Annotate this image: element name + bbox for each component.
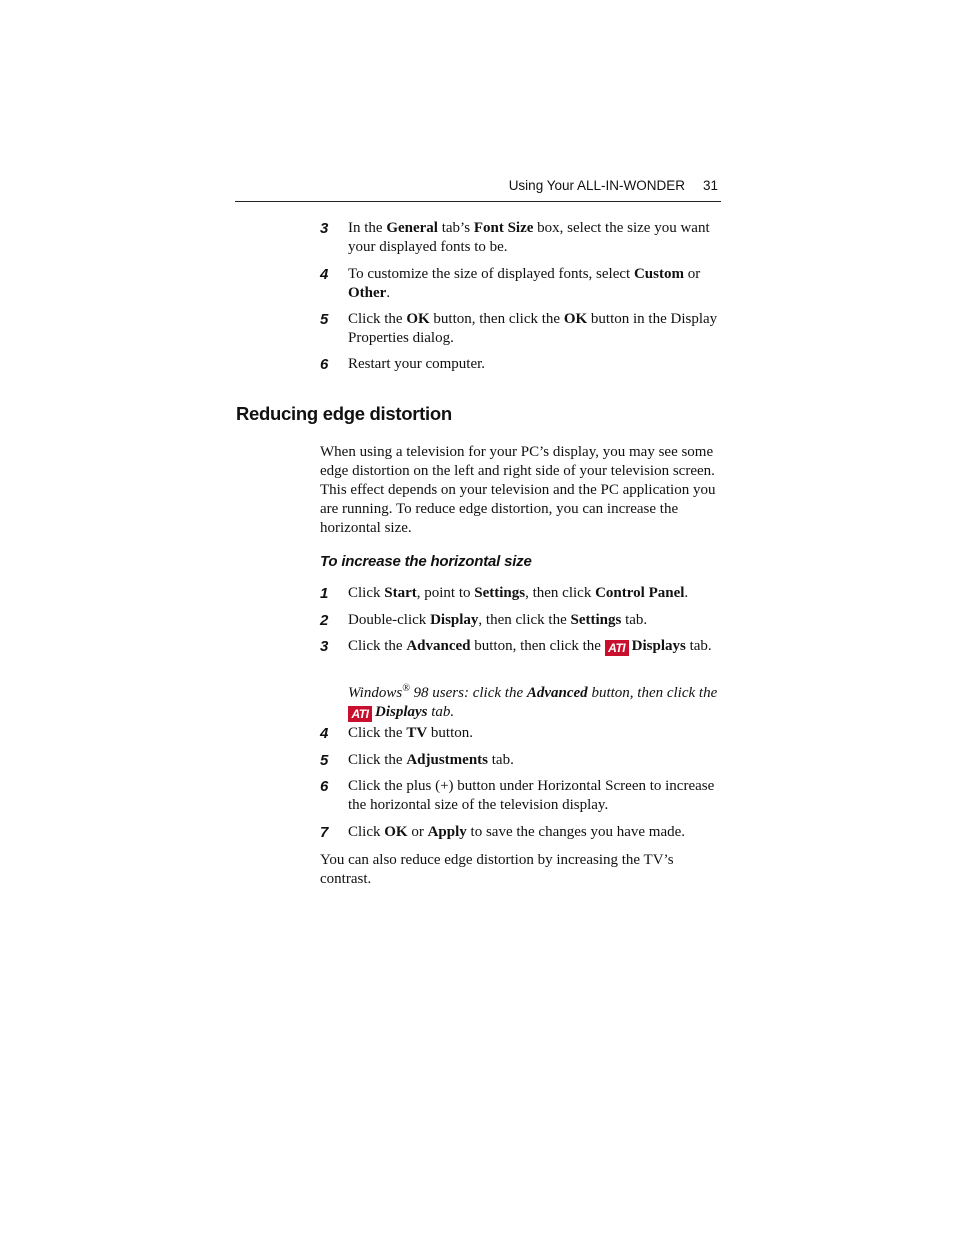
intro-paragraph: When using a television for your PC’s display, you may see some edge distortion on the left and right side of your television screen. This effect depends on your television and the PC application you are running. To reduce edge distortion, you can increase the horizontal size. bbox=[320, 444, 716, 536]
list-item bbox=[320, 265, 720, 303]
step-number: 4 bbox=[320, 266, 329, 283]
page-number: 31 bbox=[702, 178, 718, 193]
step-text: Click Start, point to Settings, then click Control Panel. bbox=[348, 585, 689, 601]
step-number: 6 bbox=[320, 356, 329, 373]
ati-logo-icon: ATI bbox=[348, 706, 372, 722]
step-text: Double-click Display, then click the Settings tab. bbox=[348, 612, 648, 628]
windows-98-note: Windows® 98 users: click the Advanced button, then click the ATI Displays tab. bbox=[348, 683, 718, 721]
step-number: 2 bbox=[320, 612, 329, 629]
step-text: Click the TV button. bbox=[348, 725, 474, 741]
list-item bbox=[320, 751, 720, 770]
step-number: 1 bbox=[320, 585, 329, 602]
page-header bbox=[235, 177, 721, 202]
step-text: In the General tab’s Font Size box, select the size you want your displayed fonts to be. bbox=[348, 220, 710, 255]
section-title: Reducing edge distortion bbox=[236, 403, 452, 424]
step-number: 3 bbox=[320, 220, 329, 237]
step-number: 4 bbox=[320, 725, 329, 742]
list-item bbox=[320, 777, 720, 815]
step-text: Click the Advanced button, then click the ATI Displays tab. bbox=[348, 638, 712, 655]
step-number: 3 bbox=[320, 638, 329, 655]
step-text: Click OK or Apply to save the changes you have made. bbox=[348, 824, 686, 840]
list-item bbox=[320, 355, 720, 374]
list-item bbox=[320, 637, 720, 656]
step-text: Click the OK button, then click the OK button in the Display Properties dialog. bbox=[348, 311, 718, 346]
ati-logo-icon: ATI bbox=[605, 640, 629, 656]
step-text: To customize the size of displayed fonts, select Custom or Other. bbox=[348, 266, 701, 301]
step-number: 5 bbox=[320, 311, 329, 328]
step-number: 7 bbox=[320, 824, 329, 841]
list-item bbox=[320, 823, 720, 842]
running-title: Using Your ALL-IN-WONDER bbox=[508, 178, 685, 193]
list-item bbox=[320, 584, 720, 603]
list-item bbox=[320, 219, 720, 257]
step-text: Click the plus (+) button under Horizontal Screen to increase the horizontal size of the television display. bbox=[348, 778, 715, 813]
closing-paragraph: You can also reduce edge distortion by increasing the TV’s contrast. bbox=[320, 852, 674, 887]
list-item bbox=[320, 724, 720, 743]
step-number: 5 bbox=[320, 752, 329, 769]
list-item bbox=[320, 611, 720, 630]
list-item bbox=[320, 310, 720, 348]
step-text: Click the Adjustments tab. bbox=[348, 752, 514, 768]
step-number: 6 bbox=[320, 778, 329, 795]
step-text: Restart your computer. bbox=[348, 356, 486, 372]
subsection-title: To increase the horizontal size bbox=[320, 553, 532, 570]
